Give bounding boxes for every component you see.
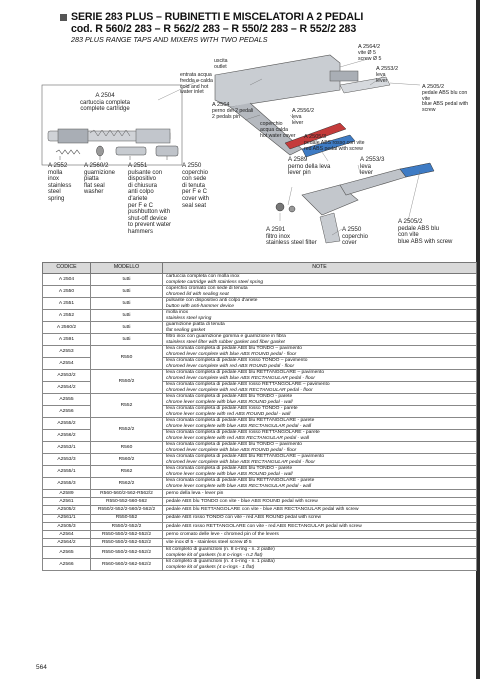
cell-code: A2556/2 (43, 430, 91, 442)
note-it: guarnizione piatta di tenuta (166, 322, 225, 327)
note-en: chromed lever complete with blue ABS RECTANGULAR pedal - floor (166, 459, 315, 465)
label-a2505-2-blue (398, 219, 452, 245)
cell-code: A2564 (43, 530, 91, 538)
cell-code: A2555/1 (43, 466, 91, 478)
label-a2591 (266, 227, 317, 247)
cell-code: A2589 (43, 490, 91, 498)
note-en: stainless steel spring (166, 315, 212, 321)
cell-model: R552 (91, 394, 163, 418)
label-water-inlet (180, 73, 213, 96)
label-text: leva lever (360, 163, 374, 177)
cell-model: R550/2 (91, 370, 163, 394)
label-text: entrata acqua fredda e calda cold and hot water inlet (180, 72, 213, 96)
cell-model: R562/2 (91, 478, 163, 490)
label-code: A 2550 (342, 226, 362, 233)
cell-notes (163, 382, 477, 394)
label-text: pedale ABS blu con vite blue ABS pedal with screw (422, 89, 469, 114)
label-text: cartuccia completa complete cartridge (80, 99, 131, 113)
table-row (43, 559, 477, 571)
cell-notes (163, 522, 477, 530)
cell-notes (163, 370, 477, 382)
cell-notes (163, 286, 477, 298)
cell-code: A2554/2 (43, 382, 91, 394)
table-row (43, 442, 477, 454)
cell-code: A2553 (43, 346, 91, 358)
title-line-2: cod. R 560/2 283 – R 562/2 283 – R 550/2 283 – R 552/2 283 (71, 23, 357, 35)
label-text: guarnizione piatta flat seal washer (84, 169, 116, 196)
cell-notes (163, 334, 477, 346)
label-a2505-3 (304, 135, 365, 152)
label-a2504 (80, 93, 130, 113)
cell-model: R550-552 (91, 514, 163, 522)
cell-code: A 2591 (43, 334, 91, 346)
note-it: leva cromata completa di pedale ABS blu RETTANGOLARE – pavimento (166, 370, 325, 375)
small-parts (56, 146, 178, 160)
cell-code: A 2550 (43, 286, 91, 298)
cell-model: R550 (91, 346, 163, 370)
label-code: A 2564 (212, 102, 230, 108)
table-row (43, 346, 477, 358)
cell-model: R550-550/2-552-552/2 (91, 539, 163, 547)
label-code: A 2505/2 (422, 84, 445, 90)
table-row (43, 274, 477, 286)
note-it: leva cromata completa di pedale ABS blu TONDO - parete (166, 466, 293, 471)
cell-notes (163, 406, 477, 418)
table-row (43, 298, 477, 310)
note-it: pedale ABS rosso TONDO con vite - red ABS ROUND pedal with screw (166, 515, 322, 521)
page-number: 564 (36, 664, 47, 671)
note-it: kit completo di guarnizioni (n. 4 o-ring - n. 1 piatta) (166, 559, 275, 565)
cell-notes (163, 358, 477, 370)
label-a2553-3 (360, 157, 384, 177)
label-a2550 (182, 163, 209, 209)
label-code: A 2505/3 (304, 134, 327, 140)
label-code: A 2551 (128, 162, 148, 169)
cell-notes (163, 274, 477, 286)
note-it: leva cromata completa di pedale ABS blu RETTANGOLARE - parete (166, 478, 315, 483)
table-row (43, 498, 477, 506)
note-it: leva cromata completa di pedale ABS blu TONDO – pavimento (166, 346, 303, 351)
cell-notes (163, 418, 477, 430)
note-en: chromed lever complete with blue ABS ROUND pedal - floor (166, 447, 297, 453)
cell-notes (163, 298, 477, 310)
cell-notes (163, 547, 477, 559)
table-row (43, 490, 477, 498)
table-row (43, 394, 477, 406)
cell-model: tutti (91, 286, 163, 298)
cell-code: A2556 (43, 406, 91, 418)
note-it: leva cromata completa di pedale ABS blu RETTANGOLARE - parete (166, 418, 315, 423)
cell-code: A2553/1 (43, 442, 91, 454)
note-it: leva cromata completa di pedale ABS rosso TONDO - parete (166, 406, 298, 411)
label-text: filtro inox stainless steel filter (266, 233, 317, 247)
note-it: leva cromata completa di pedale ABS blu RETTANGOLARE – pavimento (166, 454, 325, 459)
cell-notes (163, 498, 477, 506)
label-code: A 2553/2 (376, 66, 399, 72)
note-it: coperchio cromato con sede di tenuta (166, 286, 248, 291)
cell-code: A2555/3 (43, 478, 91, 490)
cell-model: tutti (91, 322, 163, 334)
table-row (43, 547, 477, 559)
note-en: chrome lever complete with red ABS RECTANGULAR pedal - wall (166, 435, 309, 441)
note-it: filtro inox con guarnizione gomma e guarnizione in fibra (166, 334, 286, 339)
cell-code: A2505/2 (43, 506, 91, 514)
cell-model: R560-560/2-562-R562/2 (91, 490, 163, 498)
page-subtitle: 283 PLUS RANGE TAPS AND MIXERS WITH TWO PEDALS (71, 35, 268, 44)
table-row (43, 530, 477, 538)
label-code: A 2556/2 (292, 108, 315, 114)
cell-model: R552/2 (91, 418, 163, 442)
cell-model: tutti (91, 310, 163, 322)
cell-notes (163, 514, 477, 522)
cell-notes (163, 322, 477, 334)
table-row (43, 286, 477, 298)
label-text: leva lever (376, 71, 388, 84)
note-it: leva cromata completa di pedale ABS rosso TONDO – pavimento (166, 358, 308, 363)
note-it: vite inox Ø 5 - stainless steel screw Ø 5 (166, 539, 252, 545)
label-code: A 2504 (95, 92, 115, 99)
cell-model: R560/2 (91, 454, 163, 466)
cell-code: A2553/2 (43, 370, 91, 382)
cell-notes (163, 506, 477, 514)
cell-code: A2505/3 (43, 522, 91, 530)
cell-code: A2561/1 (43, 514, 91, 522)
cell-model: R550/2-552/2-560/2-562/2 (91, 506, 163, 514)
note-en: button with anti-hammer device (166, 303, 234, 309)
label-hot-water-cover (260, 122, 295, 139)
note-en: chrome lever complete with red ABS ROUND pedal - wall (166, 411, 291, 417)
note-it: pedale ABS blu TONDO con vite - blue ABS ROUND pedal with screw (166, 499, 318, 505)
label-a2564-2 (358, 45, 381, 62)
label-text: pulsante con dispositivo di chiusura anti colpo d'ariete per F e C pushbutton with shut-off device to prevent water hammers (128, 169, 172, 235)
label-a2505-2 (422, 85, 476, 114)
cell-notes (163, 466, 477, 478)
cell-model: R560 (91, 442, 163, 454)
cell-notes (163, 442, 477, 454)
table-row (43, 334, 477, 346)
cell-code: A 2504 (43, 274, 91, 286)
note-en: complete kit of gaskets (n.8 o-rings - n.2 flat) (166, 552, 263, 558)
cell-notes (163, 539, 477, 547)
table-row (43, 522, 477, 530)
header-notes: NOTE (163, 263, 477, 274)
note-en: chrome lever complete with blue ABS RECTANGULAR pedal - wall (166, 423, 312, 429)
note-it: perno della leva - lever pin (166, 490, 224, 496)
label-code: A 2564/2 (358, 44, 381, 50)
note-it: perno cromato delle leve - chromed pin of the levers (166, 531, 279, 537)
label-text: leva lever (292, 113, 304, 126)
label-code: A 2553/3 (360, 156, 385, 163)
label-code: A 2591 (266, 226, 286, 233)
cell-code: A2561 (43, 498, 91, 506)
cell-notes (163, 559, 477, 571)
label-text: perno della leva lever pin (288, 163, 331, 177)
cell-notes (163, 430, 477, 442)
table-header-row (43, 263, 477, 274)
cell-model: tutti (91, 334, 163, 346)
note-en: chromed lever complete with red ABS RECTANGULAR pedal - floor (166, 387, 313, 393)
table-row (43, 478, 477, 490)
note-en: chromed lever complete with blue ABS RECTANGULAR pedal - floor (166, 375, 315, 381)
table-row (43, 370, 477, 382)
table-row (43, 506, 477, 514)
cell-model: R550-552-560-562 (91, 498, 163, 506)
header-code: CODICE (43, 263, 91, 274)
label-a2589 (288, 157, 330, 177)
label-a2551 (128, 163, 171, 236)
label-code: A 2560/2 (84, 162, 109, 169)
note-it: leva cromata completa di pedale ABS blu TONDO – pavimento (166, 442, 303, 447)
note-it: pedale ABS blu RETTANGOLARE con vite - blue ABS RECTANGULAR pedal with screw (166, 507, 359, 513)
cell-code: A 2551 (43, 298, 91, 310)
cell-model: R550-550/2-552-552/2 (91, 530, 163, 538)
exploded-diagram (40, 45, 476, 257)
label-code: A 2505/2 (398, 218, 423, 225)
cell-code: A2553/3 (43, 454, 91, 466)
label-text: perno dei 2 pedali 2 pedals pin (212, 107, 254, 120)
cell-model: R550-550/2-552-552/2 (91, 547, 163, 559)
label-text: vite Ø 5 screw Ø 5 (358, 49, 382, 62)
label-text: molla inox stainless steel spring (48, 169, 72, 202)
label-text: pedale ABS rosso con vite red ABS pedal with screw (304, 139, 365, 152)
note-it: kit completo di guarnizioni (n. 8 o-ring - n. 2 piatte) (166, 547, 275, 553)
note-it: pedale ABS rosso RETTANGOLARE con vite - red ABS RECTANGULAR pedal with screw (166, 523, 362, 529)
note-it: leva cromata completa di pedale ABS rosso RETTANGOLARE – pavimento (166, 382, 330, 387)
note-en: chrome lever complete with blue ABS ROUND pedal - wall (166, 471, 293, 477)
table-row (43, 454, 477, 466)
table-row (43, 514, 477, 522)
cell-code: A2565 (43, 547, 91, 559)
note-en: chromed lever complete with red ABS ROUND pedal - floor (166, 363, 295, 369)
label-a2550-cover (342, 227, 368, 247)
cell-model: R560-560/2-562-562/2 (91, 559, 163, 571)
page-header (60, 11, 460, 45)
cell-notes (163, 454, 477, 466)
cell-code: A 2560/2 (43, 322, 91, 334)
cell-code: A2555/2 (43, 418, 91, 430)
note-en: complete cartridge with stainless steel spring (166, 279, 264, 285)
parts-table (42, 262, 477, 571)
cell-code: A2555 (43, 394, 91, 406)
note-en: chromed lid with sealing seat (166, 291, 229, 297)
cell-code: A2564/2 (43, 539, 91, 547)
label-code: A 2550 (182, 162, 202, 169)
note-en: chromed lever complete with blue ABS ROUND pedal - floor (166, 351, 297, 357)
note-en: chrome lever complete with blue ABS ROUND pedal - wall (166, 399, 293, 405)
label-a2552 (48, 163, 71, 203)
cell-notes (163, 530, 477, 538)
note-it: pulsante con dispositivo anti colpo d'ariete (166, 298, 258, 303)
cell-code: A 2552 (43, 310, 91, 322)
label-text: coperchio con sede di tenuta per F e C cover with seal seat (182, 169, 210, 209)
cell-model: tutti (91, 298, 163, 310)
cell-model: R562 (91, 466, 163, 478)
label-a2553-2 (376, 67, 398, 84)
note-it: molla inox (166, 310, 189, 315)
label-text: coperchio cover (342, 233, 369, 247)
table-row (43, 322, 477, 334)
cell-notes (163, 346, 477, 358)
label-code: A 2552 (48, 162, 68, 169)
cell-notes (163, 394, 477, 406)
label-a2564 (212, 103, 253, 120)
table-row (43, 466, 477, 478)
table-row (43, 310, 477, 322)
label-code: A 2589 (288, 156, 308, 163)
page-title (60, 11, 460, 23)
note-en: stainless steel filter with rubber gasket and fiber gasket (166, 339, 285, 345)
cell-notes (163, 490, 477, 498)
cell-notes (163, 310, 477, 322)
cell-model: tutti (91, 274, 163, 286)
note-en: flat sealing gasket (166, 327, 206, 333)
cell-model: R550/2-552/2 (91, 522, 163, 530)
note-en: chrome lever complete with blue ABS RECTANGULAR pedal - wall (166, 483, 312, 489)
note-it: cartuccia completa con molla inox (166, 274, 240, 279)
note-it: leva cromata completa di pedale ABS blu TONDO - parete (166, 394, 293, 399)
title-square-icon (60, 14, 67, 21)
cell-notes (163, 478, 477, 490)
cell-code: A2566 (43, 559, 91, 571)
note-it: leva cromata completa di pedale ABS rosso RETTANGOLARE - parete (166, 430, 320, 435)
table-row (43, 539, 477, 547)
label-outlet (214, 59, 228, 71)
label-a2560-2 (84, 163, 115, 196)
label-outlet-text: uscita outlet (214, 58, 228, 70)
table-row (43, 418, 477, 430)
title-line-1: SERIE 283 PLUS – RUBINETTI E MISCELATORI A 2 PEDALI (71, 11, 364, 23)
note-en: complete kit of gaskets (4 o-rings - 1 flat) (166, 564, 255, 570)
label-text: coperchio acqua calda hot water cover (260, 121, 296, 139)
cell-code: A2554 (43, 358, 91, 370)
header-model: MODELLO (91, 263, 163, 274)
label-text: pedale ABS blu con vite blue ABS with screw (398, 225, 453, 245)
